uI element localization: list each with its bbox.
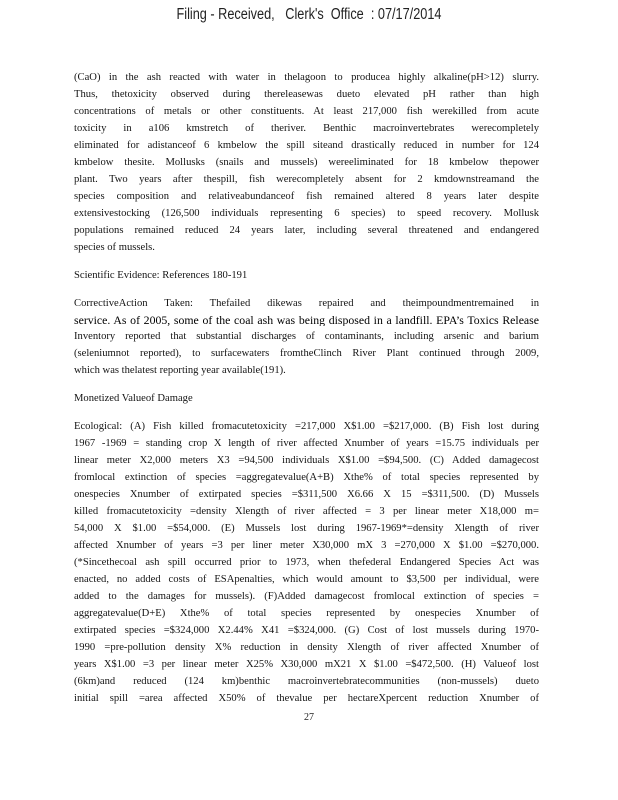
text-line: 1967 -1969 = standing crop X length of river affected Xnumber of years =15.75 individuals per: [74, 438, 539, 449]
text-line: 54,000 X $1.00 =$54,000. (E) Mussels lost during 1967-1969*=density Xlength of river: [74, 523, 539, 534]
text-line: CorrectiveAction Taken: Thefailed dikewas repaired and theimpoundmentremained in: [74, 298, 539, 309]
text-line: linear meter X2,000 meters X3 =94,500 individuals X$1.00 =$94,500. (C) Added damagecost: [74, 455, 539, 466]
text-line: initial spill =area affected X50% of thevalue per hectareXpercent reduction Xnumber of: [74, 693, 539, 704]
text-line: Ecological: (A) Fish killed fromacutetoxicity =217,000 X$1.00 =$217,000. (B) Fish lost during: [74, 421, 539, 432]
scientific-evidence-line: Scientific Evidence: References 180-191: [74, 270, 248, 281]
text-line: Inventory reported that substantial discharges of contaminants, including arsenic and barium: [74, 331, 539, 342]
filing-header: Filing - Received, Clerk's Office : 07/17/2014: [176, 6, 442, 23]
text-line: Thus, thetoxicity observed during thereleasewas dueto elevated pH rather than high: [74, 89, 539, 100]
text-line: (CaO) in the ash reacted with water in thelagoon to producea highly alkaline(pH>12) slurry.: [74, 72, 539, 83]
text-line: fromlocal extinction of species =aggregatevalue(A+B) Xthe% of total species represented by: [74, 472, 539, 483]
page-number: 27: [304, 712, 314, 723]
text-line: aggregatevalue(D+E) Xthe% of total species represented by onespecies Xnumber of: [74, 608, 539, 619]
monetized-heading: Monetized Valueof Damage: [74, 393, 193, 404]
text-line: affected Xnumber of years =3 per liner meter X30,000 mX 3 =270,000 X $1.00 =$270,000.: [74, 540, 539, 551]
text-line: populations remained reduced 24 years later, including several threatened and endangered: [74, 225, 539, 236]
text-line: concentrations of metals or other constituents. At least 217,000 fish werekilled from acute: [74, 106, 539, 117]
text-line: (seleniumnot reported), to surfacewaters fromtheClinch River Plant continued through 2009,: [74, 348, 539, 359]
text-line: onespecies Xnumber of extirpated species =$311,500 X6.66 X 15 =$311,500. (D) Mussels: [74, 489, 539, 500]
text-line: extensivestocking (126,500 individuals representing 6 species) to speed recovery. Mollusk: [74, 208, 539, 219]
text-line: eliminated for adistanceof 6 kmbelow the spill siteand drastically reduced in number for 124: [74, 140, 539, 151]
text-line: killed fromacutetoxicity =density Xlength of river affected = 3 per linear meter X18,000 m=: [74, 506, 539, 517]
text-line: species of mussels.: [74, 242, 155, 253]
text-line: (*Sincethecoal ash spill occurred prior to 1973, when thefederal Endangered Species Act was: [74, 557, 539, 568]
text-line: (6km)and reduced (124 km)benthic macroinvertebratecommunities (non-mussels) dueto: [74, 676, 539, 687]
text-line: 1990 =pre-pollution density X% reduction in density Xlength of river affected Xnumber of: [74, 642, 539, 653]
text-line: kmbelow thesite. Mollusks (snails and mussels) wereeliminated for 18 kmbelow thepower: [74, 157, 539, 168]
text-line: which was thelatest reporting year available(191).: [74, 365, 286, 376]
text-line: toxicity in a106 kmstretch of theriver. Benthic macroinvertebrates werecompletely: [74, 123, 539, 134]
text-line: years X$1.00 =3 per linear meter X25% X30,000 mX21 X $1.00 =$472,500. (H) Valueof lost: [74, 659, 539, 670]
text-line: enacted, no added costs of ESApenalties, which would amount to $3,500 per individual, were: [74, 574, 539, 585]
text-line: extirpated species =$324,000 X2.44% X41 =$324,000. (G) Cost of lost mussels during 1970-: [74, 625, 539, 636]
text-line: species composition and relativeabundanceof fish remained altered 8 years later despite: [74, 191, 539, 202]
text-line: service. As of 2005, some of the coal ash was being disposed in a landfill. EPA’s Toxics Release: [74, 314, 539, 326]
text-line: added to the damages for mussels). (F)Added damagecost fromlocal extinction of species =: [74, 591, 539, 602]
text-line: plant. Two years after thespill, fish werecompletely absent for 2 kmdownstreamand the: [74, 174, 539, 185]
